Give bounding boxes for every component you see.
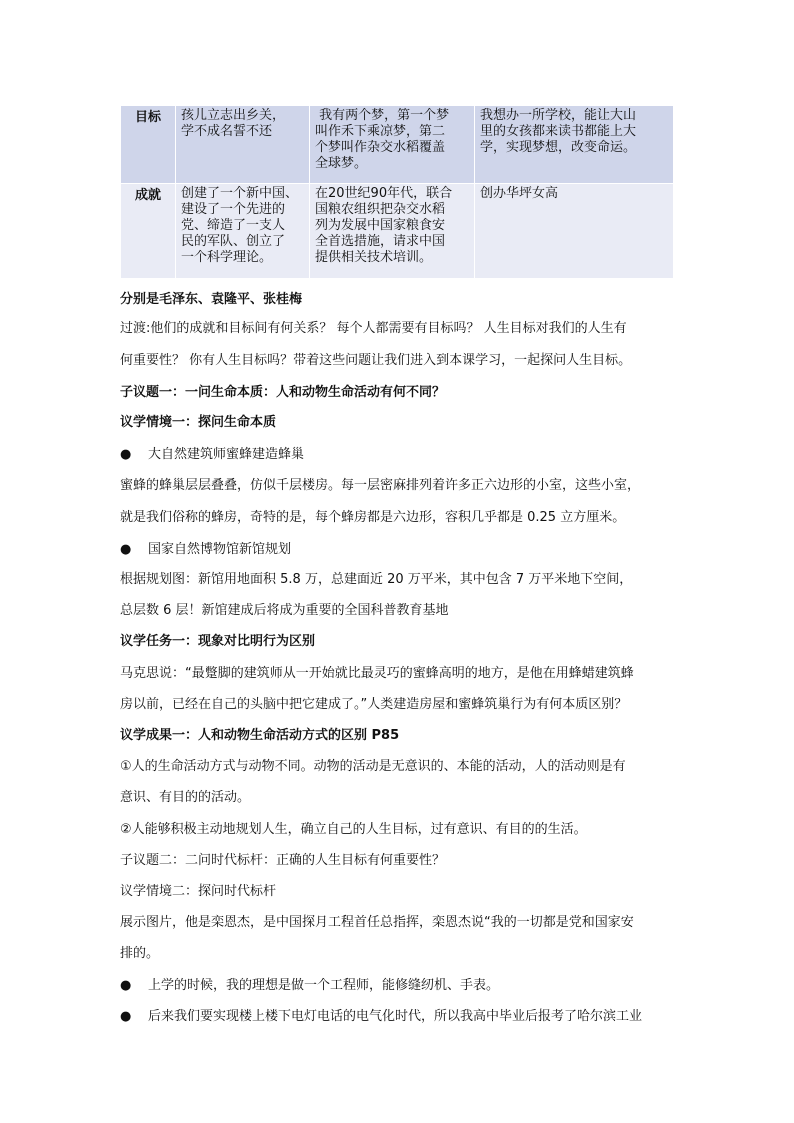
- result-heading: 议学成果一：人和动物生命活动方式的区别 P85: [120, 728, 400, 743]
- result-paragraph: ②人能够积极主动地规划人生，确立自己的人生目标，过有意识、有目的的生活。: [120, 822, 587, 837]
- bullet-item: 上学的时候，我的理想是做一个工程师，能修缝纫机、手表。: [148, 978, 500, 993]
- bullet-icon: ●: [120, 1009, 132, 1024]
- body-paragraph: 蜜蜂的蜂巢层层叠叠，仿似千层楼房。每一层密麻排列着许多正六边形的小室，这些小室，: [120, 478, 641, 493]
- cell-line: 全首选措施，请求中国: [315, 234, 446, 249]
- scenario-heading: 议学情境二：探问时代标杆: [120, 884, 277, 899]
- row-header-goal: 目标: [121, 106, 176, 184]
- cell-line: 里的女孩都来读书都能上大: [480, 124, 637, 139]
- body-paragraph: 就是我们俗称的蜂房，奇特的是，每个蜂房都是六边形，容积几乎都是 0.25 立方厘米。: [120, 510, 626, 525]
- table-row-achievements: [121, 184, 674, 279]
- cell-line: 孩儿立志出乡关，: [181, 108, 286, 123]
- table-cell: [176, 184, 310, 279]
- result-paragraph: ①人的生命活动方式与动物不同。动物的活动是无意识的、本能的活动，人的活动则是有: [120, 759, 626, 774]
- cell-line: 民的军队、创立了: [181, 234, 286, 249]
- transition-paragraph: 过渡:他们的成就和目标间有何关系？ 每个人都需要有目标吗？ 人生目标对我们的人生有: [120, 321, 627, 336]
- bullet-icon: ●: [120, 978, 132, 993]
- cell-line: 列为发展中国家粮食安: [315, 218, 446, 233]
- cell-line: 叫作禾下乘凉梦，第二: [315, 124, 446, 139]
- sub-topic-heading: 子议题一：一问生命本质：人和动物生命活动有何不同？: [120, 385, 446, 400]
- table-row-goals: [121, 106, 674, 184]
- cell-line: 党、缔造了一支人: [181, 218, 286, 233]
- goals-achievements-table: [120, 105, 674, 279]
- cell-line: 在20世纪90年代，联合: [315, 186, 453, 201]
- quote-paragraph: 房以前，已经在自己的头脑中把它建成了。”人类建造房屋和蜜蜂筑巢行为有何本质区别？: [120, 697, 628, 712]
- cell-line: 国粮农组织把杂交水稻: [315, 202, 446, 217]
- bullet-icon: ●: [120, 542, 132, 557]
- scenario-heading: 议学情境一：探问生命本质: [120, 415, 277, 430]
- bullet-icon: ●: [120, 447, 132, 462]
- cell-line: 个梦叫作杂交水稻覆盖: [315, 140, 446, 155]
- body-paragraph: 根据规划图：新馆用地面积 5.8 万，总建面近 20 万平米，其中包含 7 万平米地下空间，: [120, 572, 633, 587]
- body-paragraph: 总层数 6 层！新馆建成后将成为重要的全国科普教育基地: [120, 603, 449, 618]
- cell-line: 一个科学理论。: [181, 250, 273, 265]
- table-cell: [310, 106, 475, 184]
- table-cell: [176, 106, 310, 184]
- task-heading: 议学任务一：现象对比明行为区别: [120, 634, 316, 649]
- cell-line: 创办华坪女高: [480, 186, 559, 201]
- cell-line: 我有两个梦，第一个梦: [315, 108, 450, 123]
- cell-line: 全球梦。: [315, 156, 368, 171]
- cell-line: 学，实现梦想，改变命运。: [480, 140, 637, 155]
- body-paragraph: 排的。: [120, 946, 160, 961]
- table-cell: [310, 184, 475, 279]
- teacher-names: 分别是毛泽东、袁隆平、张桂梅: [120, 292, 303, 307]
- sub-topic-heading: 子议题二：二问时代标杆：正确的人生目标有何重要性？: [120, 853, 446, 868]
- cell-line: 提供相关技术培训。: [315, 250, 433, 265]
- cell-line: 建设了一个先进的: [181, 202, 286, 217]
- cell-line: 学不成名誓不还: [181, 124, 273, 139]
- cell-line: 我想办一所学校，能让大山: [480, 108, 637, 123]
- body-paragraph: 展示图片，他是栾恩杰，是中国探月工程首任总指挥，栾恩杰说“我的一切都是党和国家安: [120, 915, 634, 930]
- quote-paragraph: 马克思说：“最蹩脚的建筑师从一开始就比最灵巧的蜜蜂高明的地方，是他在用蜂蜡建筑蜂: [120, 666, 634, 681]
- table-cell: [475, 106, 674, 184]
- bullet-item: 后来我们要实现楼上楼下电灯电话的电气化时代，所以我高中毕业后报考了哈尔滨工业: [148, 1009, 643, 1024]
- bullet-item: 大自然建筑师蜜蜂建造蜂巢: [148, 447, 305, 462]
- row-header-achievement: 成就: [121, 184, 176, 279]
- table-cell: [475, 184, 674, 279]
- bullet-item: 国家自然博物馆新馆规划: [148, 542, 292, 557]
- result-paragraph: 意识、有目的的活动。: [120, 790, 251, 805]
- cell-line: 创建了一个新中国、: [181, 186, 299, 201]
- transition-paragraph: 何重要性？ 你有人生目标吗？带着这些问题让我们进入到本课学习，一起探问人生目标。: [120, 353, 632, 368]
